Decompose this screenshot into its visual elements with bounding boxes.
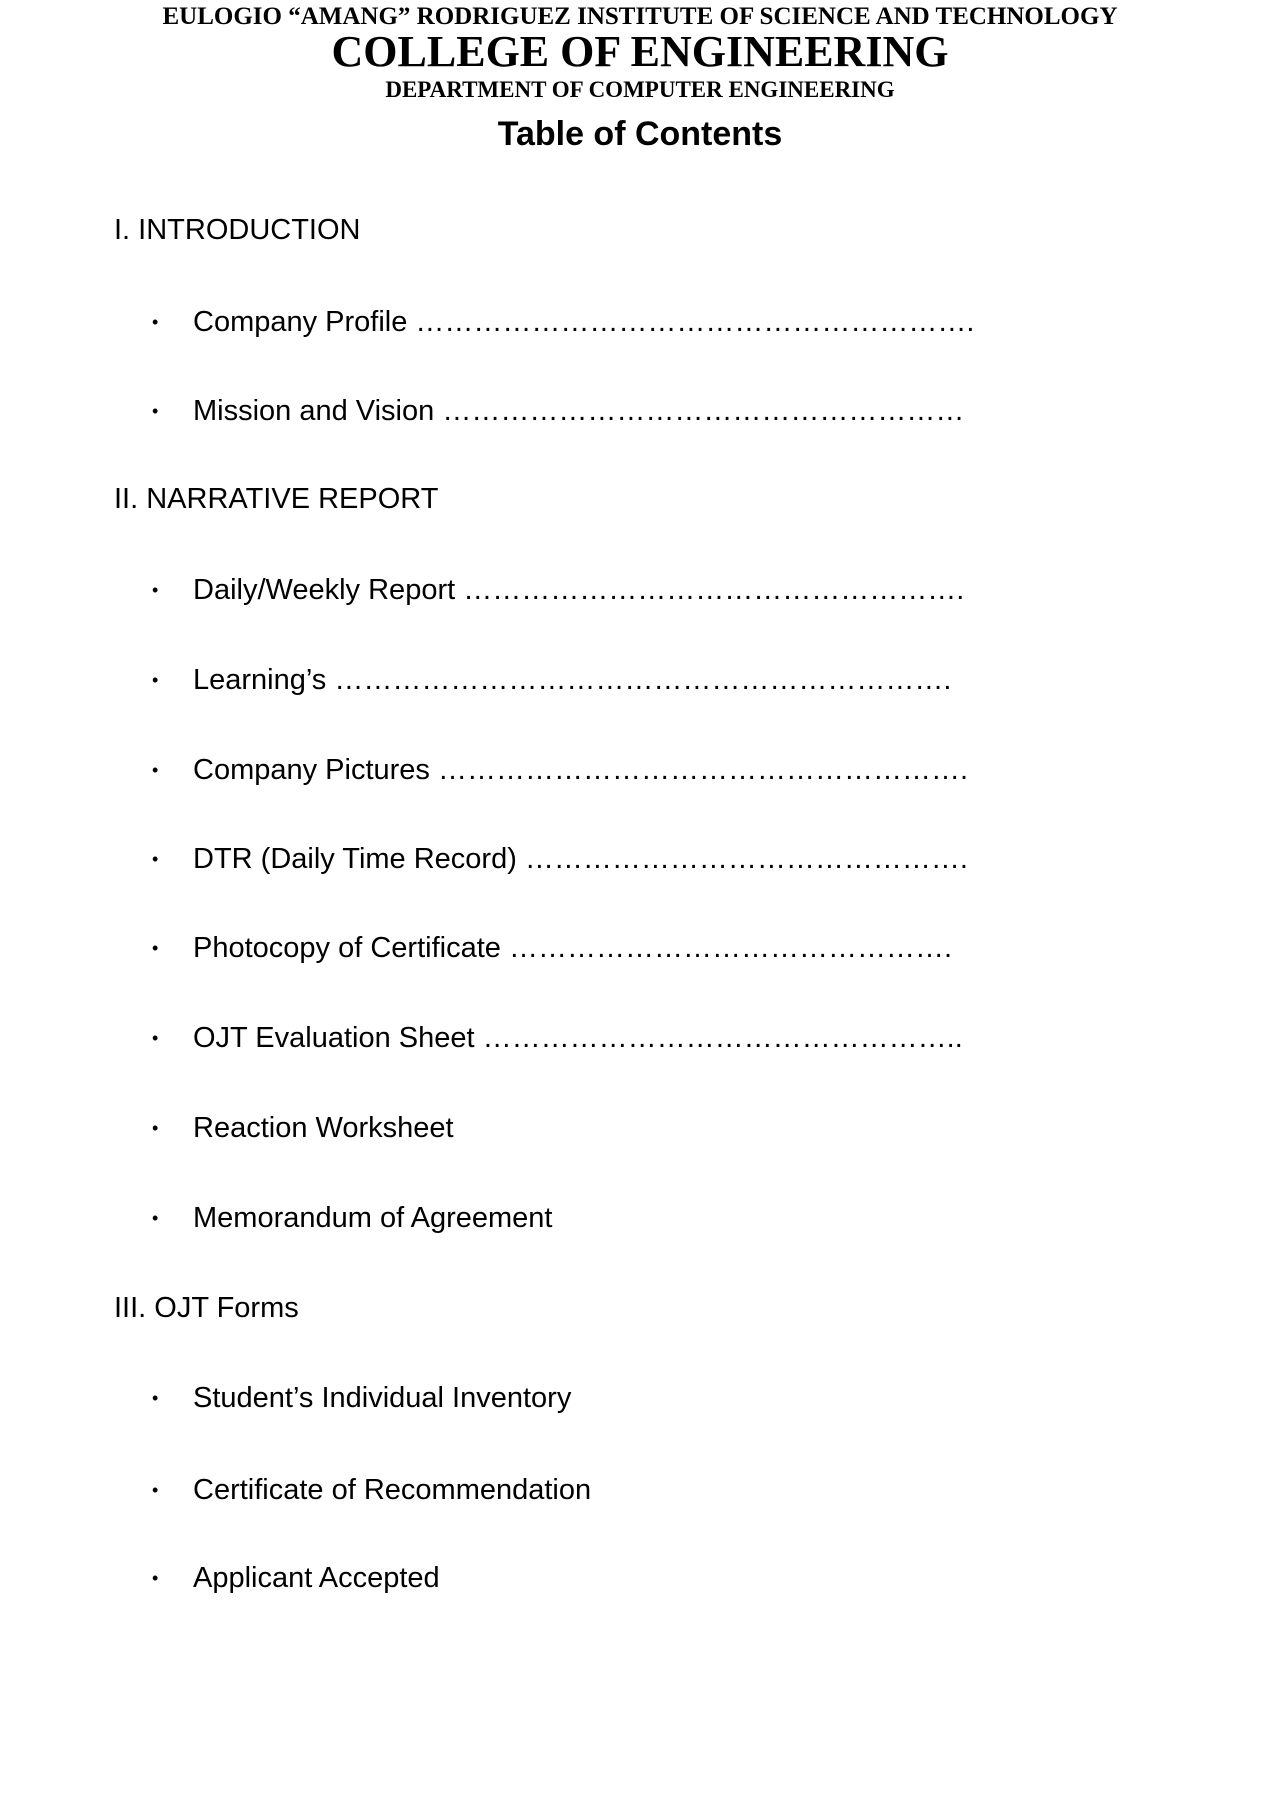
bullet-icon: • <box>152 938 159 958</box>
toc-title: Table of Contents <box>497 115 783 153</box>
toc-item-label: Daily/Weekly Report ……………………………………………. <box>193 574 965 606</box>
toc-section-narrative-report: II. NARRATIVE REPORT <box>114 483 439 515</box>
toc-item <box>0 1200 1280 1236</box>
toc-item-label: Company Pictures ………………………………………………. <box>193 754 969 786</box>
toc-item-label: Student’s Individual Inventory <box>193 1382 572 1414</box>
bullet-icon: • <box>152 1388 159 1408</box>
toc-item-label: Memorandum of Agreement <box>193 1202 553 1234</box>
toc-item-label: Applicant Accepted <box>193 1562 440 1594</box>
bullet-icon: • <box>152 1568 159 1588</box>
college-name: COLLEGE OF ENGINEERING <box>331 27 949 76</box>
toc-item-label: Learning’s ………………………………………………………. <box>193 664 952 696</box>
bullet-icon: • <box>152 849 159 869</box>
toc-item-label: Company Profile …………………………………………………. <box>193 306 975 338</box>
toc-item <box>0 1020 1280 1056</box>
toc-item <box>0 304 1280 340</box>
toc-item-label: DTR (Daily Time Record) ………………………………………. <box>193 843 968 875</box>
bullet-icon: • <box>152 670 159 690</box>
bullet-icon: • <box>152 1480 159 1500</box>
bullet-icon: • <box>152 760 159 780</box>
toc-section-ojt-forms: III. OJT Forms <box>114 1292 299 1324</box>
bullet-icon: • <box>152 401 159 421</box>
toc-item-label: Mission and Vision ……………………………………………… <box>193 395 965 427</box>
bullet-icon: • <box>152 1028 159 1048</box>
toc-item <box>0 1560 1280 1596</box>
bullet-icon: • <box>152 312 159 332</box>
toc-item <box>0 662 1280 698</box>
toc-item <box>0 841 1280 877</box>
bullet-icon: • <box>152 580 159 600</box>
institute-name: EULOGIO “AMANG” RODRIGUEZ INSTITUTE OF SCIENCE AND TECHNOLOGY <box>162 3 1118 30</box>
bullet-icon: • <box>152 1208 159 1228</box>
toc-item <box>0 930 1280 966</box>
toc-item <box>0 1110 1280 1146</box>
toc-item-label: Photocopy of Certificate ………………………………………. <box>193 932 952 964</box>
toc-item <box>0 1380 1280 1416</box>
toc-section-introduction: I. INTRODUCTION <box>114 214 361 246</box>
toc-item-label: Reaction Worksheet <box>193 1112 454 1144</box>
toc-item <box>0 572 1280 608</box>
toc-item <box>0 752 1280 788</box>
department-name: DEPARTMENT OF COMPUTER ENGINEERING <box>385 77 895 102</box>
toc-item-label: Certificate of Recommendation <box>193 1474 592 1506</box>
bullet-icon: • <box>152 1118 159 1138</box>
toc-item <box>0 393 1280 429</box>
toc-item-label: OJT Evaluation Sheet ………………………………………….. <box>193 1022 963 1054</box>
toc-item <box>0 1472 1280 1508</box>
